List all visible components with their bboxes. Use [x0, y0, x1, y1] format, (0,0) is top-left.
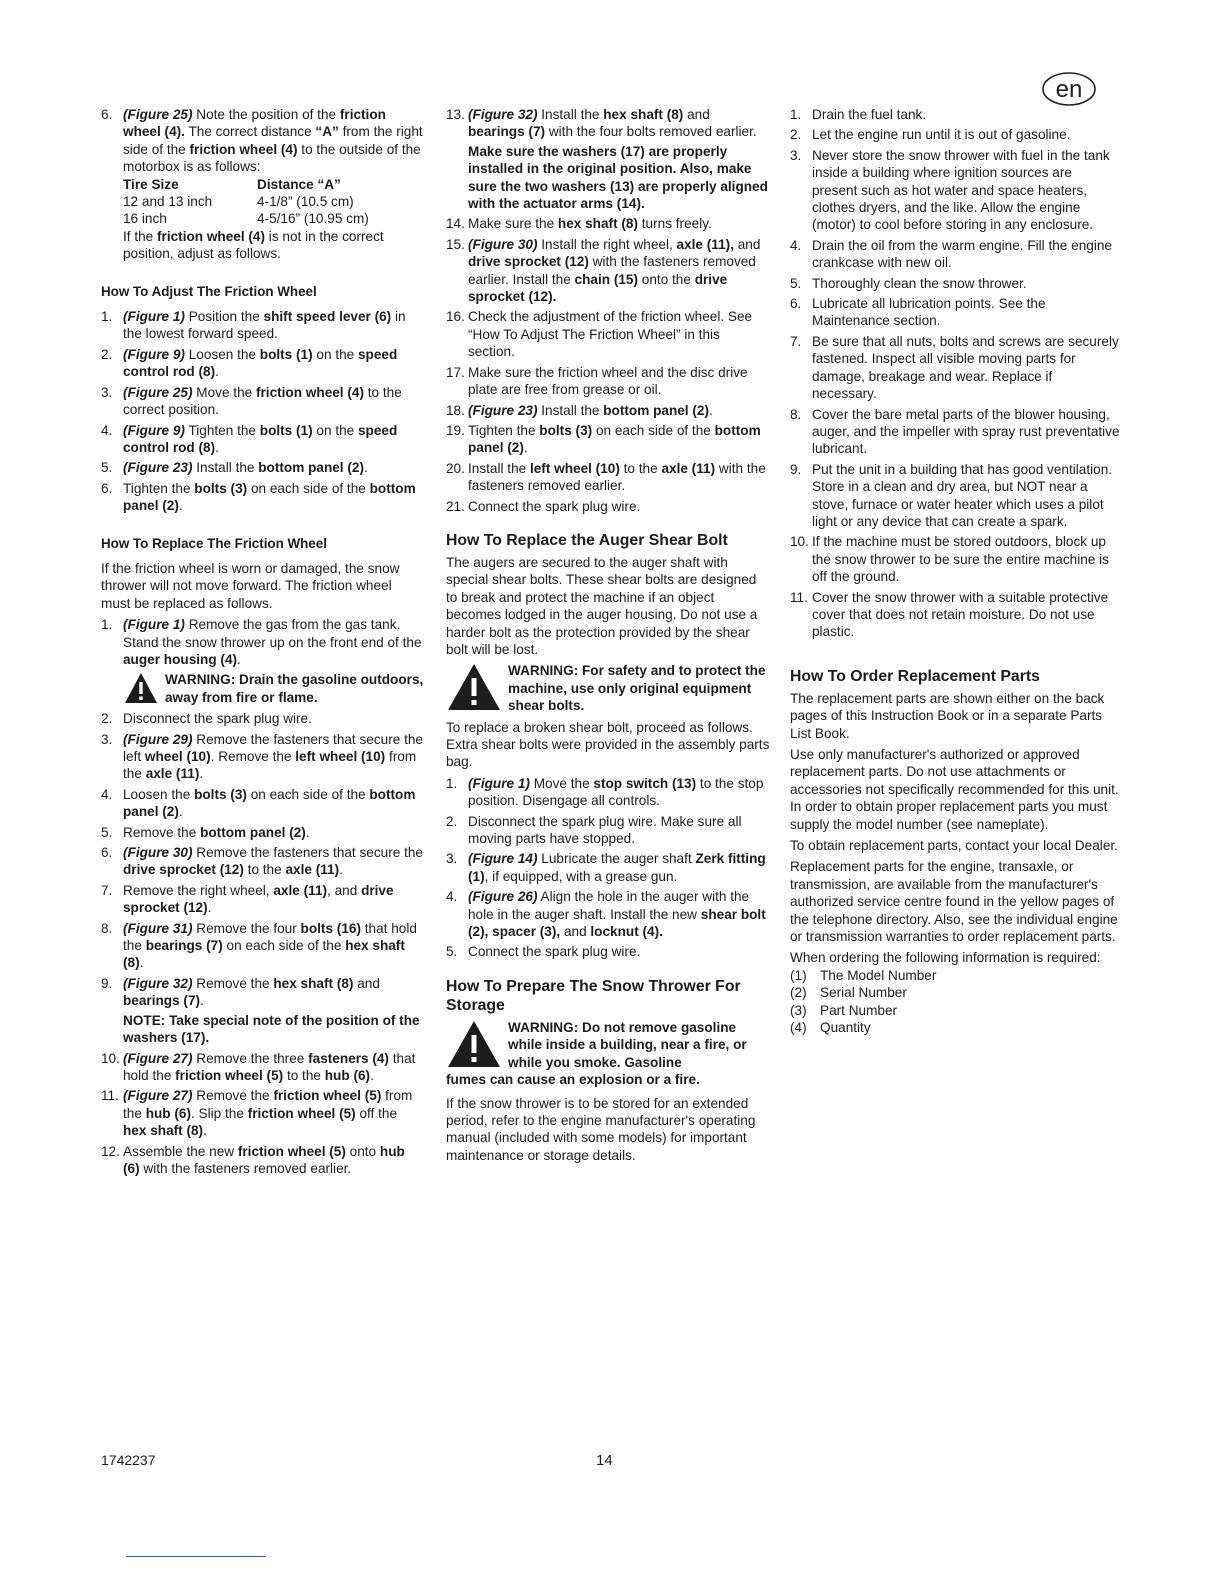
list-item: 19. Tighten the bolts (3) on each side of the bottom panel (2).: [446, 422, 761, 456]
list-item: 6. Lubricate all lubrication points. See the Maintenance section.: [790, 296, 1046, 329]
page-number: 14: [596, 1452, 613, 1469]
list-item: 5. Remove the bottom panel (2).: [101, 824, 310, 840]
list-item: 4. (Figure 9) Tighten the bolts (1) on the speed control rod (8).: [101, 422, 398, 455]
list-item: (1) The Model Number: [790, 967, 937, 983]
order-info-list: [790, 967, 1120, 1037]
list-item: 10. (Figure 27) Remove the three fasteners (4) that hold the friction wheel (5) to the hub (6).: [101, 1050, 416, 1083]
list-item: 17. Make sure the friction wheel and the disc drive plate are free from grease or oil.: [446, 364, 748, 398]
section-heading: How To Prepare The Snow Thrower For Storage: [446, 977, 741, 1014]
list-item: (4) Quantity: [790, 1020, 871, 1036]
warning-triangle-icon: [446, 662, 502, 712]
list-item: 9. (Figure 32) Remove the hex shaft (8) and bearings (7). NOTE: Take special note of the position of the washers (17).: [101, 975, 420, 1046]
list-item: (2) Serial Number: [790, 985, 907, 1001]
list-item: 6. (Figure 25) Note the position of the friction wheel (4). The correct distance “A” from the right side of the friction wheel (4) to the outside of the motorbox is as follows:: [101, 107, 423, 175]
list-item: 2. Disconnect the spark plug wire. Make sure all moving parts have stopped.: [446, 813, 742, 847]
list-item: 2. Let the engine run until it is out of gasoline.: [790, 127, 1071, 143]
list-item: 21. Connect the spark plug wire.: [446, 498, 641, 514]
list-item: 1. (Figure 1) Move the stop switch (13) to the stop position. Disengage all controls.: [446, 775, 764, 809]
column-right: [790, 106, 1120, 1037]
list-item: 12. Assemble the new friction wheel (5) onto hub (6) with the fasteners removed earlier.: [101, 1143, 405, 1176]
paragraph: The augers are secured to the auger shaft with special shear bolts. These shear bolts are designed to break and protect the machine if an object becomes lodged in the auger housing. Do not use a harder bolt as the protection provided by the shear bolt will be lost.: [446, 554, 758, 657]
list-item: 1. (Figure 1) Position the shift speed lever (6) in the lowest forward speed.: [101, 309, 406, 342]
list-item: 20. Install the left wheel (10) to the axle (11) with the fasteners removed earlier.: [446, 460, 766, 494]
list-item: (3) Part Number: [790, 1002, 898, 1018]
paragraph: The replacement parts are shown either on the back pages of this Instruction Book or in a separate Parts List Book.: [790, 690, 1105, 741]
list-item: 7. Remove the right wheel, axle (11), and drive sprocket (12).: [101, 882, 394, 916]
list-item: 15. (Figure 30) Install the right wheel, axle (11), and drive sprocket (12) with the fasteners removed earlier. Install the chain (15) onto the drive sprocket (12).: [446, 236, 761, 305]
warning-block: WARNING: Do not remove gasoline while inside a building, near a fire, or while you smoke. Gasoline fumes can cause an explosion or a fire.: [446, 1019, 747, 1088]
list-item: 18. (Figure 23) Install the bottom panel (2).: [446, 402, 713, 418]
warning-triangle-icon: [446, 1019, 502, 1069]
paragraph: If the friction wheel is worn or damaged, the snow thrower will not move forward. The friction wheel must be replaced as follows.: [101, 560, 400, 611]
list-item: 3. Never store the snow thrower with fuel in the tank inside a building where ignition sources are present such as hot water and space heaters, clothes dryers, and the like. Allow the engine (motor) to cool before storing in any enclosure.: [790, 147, 1110, 233]
paragraph: Use only manufacturer's authorized or approved replacement parts. Do not use attachments or accessories not specifically recommended for this unit. In order to obtain proper replacement parts you must supply the model number (see nameplate).: [790, 747, 1119, 832]
storage-steps-list: [790, 106, 1120, 641]
paragraph: When ordering the following information is required:: [790, 950, 1101, 966]
document-number: 1742237: [101, 1452, 156, 1468]
list-item: 3. (Figure 29) Remove the fasteners that secure the left wheel (10). Remove the left wheel (10) from the axle (11).: [101, 731, 423, 782]
section-heading: How To Order Replacement Parts: [790, 667, 1040, 685]
list-item: 1. Drain the fuel tank.: [790, 107, 927, 122]
warning-block: WARNING: For safety and to protect the machine, use only original equipment shear bolts.: [446, 662, 770, 714]
list-item: 10. If the machine must be stored outdoors, block up the snow thrower to be sure the entire machine is off the ground.: [790, 534, 1109, 585]
paragraph: If the friction wheel (4) is not in the correct position, adjust as follows.: [123, 228, 384, 262]
list-item: 5. Thoroughly clean the snow thrower.: [790, 275, 1027, 291]
list-item: 13. (Figure 32) Install the hex shaft (8) and bearings (7) with the four bolts removed earlier. Make sure the washers (17) are properly installed in the original position. Also, make sure the two washers (13) are properly aligned with the actuator arms (14).: [446, 107, 768, 212]
list-item: 6. (Figure 30) Remove the fasteners that secure the drive sprocket (12) to the axle (11).: [101, 845, 423, 878]
language-code: en: [1055, 76, 1083, 103]
paragraph: Replacement parts for the engine, transaxle, or transmission, are available from the manufacturer's authorized service centre found in the yellow pages of the telephone directory. Also, see the individual engine or transmission warranties to order replacement parts.: [790, 859, 1118, 945]
list-item: 1. (Figure 1) Remove the gas from the gas tank. Stand the snow thrower up on the front end of the auger housing (4).: [101, 617, 422, 667]
paragraph: If the snow thrower is to be stored for an extended period, refer to the engine manufacturer's operating manual (included with some models) for important maintenance or storage details.: [446, 1095, 756, 1163]
list-item: 5. (Figure 23) Install the bottom panel (2).: [101, 460, 368, 476]
list-item: 16. Check the adjustment of the friction wheel. See “How To Adjust The Friction Wheel” in this section.: [446, 309, 753, 360]
list-item: 8. Cover the bare metal parts of the blower housing, auger, and the impeller with spray rust preventative lubricant.: [790, 406, 1120, 457]
list-item: 4. Loosen the bolts (3) on each side of the bottom panel (2).: [101, 786, 416, 820]
language-badge: [1040, 70, 1098, 108]
list-item: 9. Put the unit in a building that has good ventilation. Store in a clean and dry area, but NOT near a stove, furnace or water heater which uses a pilot light or any device that can create a spark.: [790, 461, 1113, 529]
list-item: 2. Disconnect the spark plug wire.: [101, 711, 312, 727]
column-left: [101, 106, 424, 1180]
list-item: 8. (Figure 31) Remove the four bolts (16) that hold the bearings (7) on each side of the hex shaft (8).: [101, 920, 417, 971]
footer-line: [126, 1556, 266, 1557]
section-heading: How To Replace the Auger Shear Bolt: [446, 531, 728, 549]
list-item: 3. (Figure 25) Move the friction wheel (4) to the correct position.: [101, 384, 402, 418]
list-item: 5. Connect the spark plug wire.: [446, 944, 641, 960]
warning-block: WARNING: Drain the gasoline outdoors, away from fire or flame.: [123, 671, 424, 706]
list-item: 14. Make sure the hex shaft (8) turns freely.: [446, 216, 712, 232]
list-item: 11. (Figure 27) Remove the friction wheel (5) from the hub (6). Slip the friction wheel (5) off the hex shaft (8).: [101, 1088, 413, 1139]
paragraph: To obtain replacement parts, contact your local Dealer.: [790, 838, 1118, 854]
section-heading: How To Replace The Friction Wheel: [101, 535, 327, 551]
list-item: 3. (Figure 14) Lubricate the auger shaft Zerk fitting (1), if equipped, with a grease gun.: [446, 851, 766, 884]
list-item: 4. (Figure 26) Align the hole in the auger with the hole in the auger shaft. Install the new shear bolt (2), spacer (3), and locknut (4).: [446, 889, 766, 940]
list-item: 6. Tighten the bolts (3) on each side of the bottom panel (2).: [101, 480, 416, 514]
list-item: 4. Drain the oil from the warm engine. Fill the engine crankcase with new oil.: [790, 237, 1112, 271]
list-item: 7. Be sure that all nuts, bolts and screws are securely fastened. Inspect all visible moving parts for damage, breakage and wear. Replace if necessary.: [790, 333, 1119, 402]
section-heading: How To Adjust The Friction Wheel: [101, 283, 317, 299]
paragraph: To replace a broken shear bolt, proceed as follows. Extra shear bolts were provided in the assembly parts bag.: [446, 719, 770, 770]
list-item: 11. Cover the snow thrower with a suitable protective cover that does not retain moisture. Do not use plastic.: [790, 589, 1109, 640]
column-middle: [446, 106, 770, 1168]
tire-size-table: Tire Size Distance “A” 12 and 13 inch 4-1/8” (10.5 cm) 16 inch 4-5/16” (10.95 cm): [123, 176, 369, 227]
warning-triangle-icon: [123, 671, 159, 705]
list-item: 2. (Figure 9) Loosen the bolts (1) on the speed control rod (8).: [101, 346, 398, 380]
